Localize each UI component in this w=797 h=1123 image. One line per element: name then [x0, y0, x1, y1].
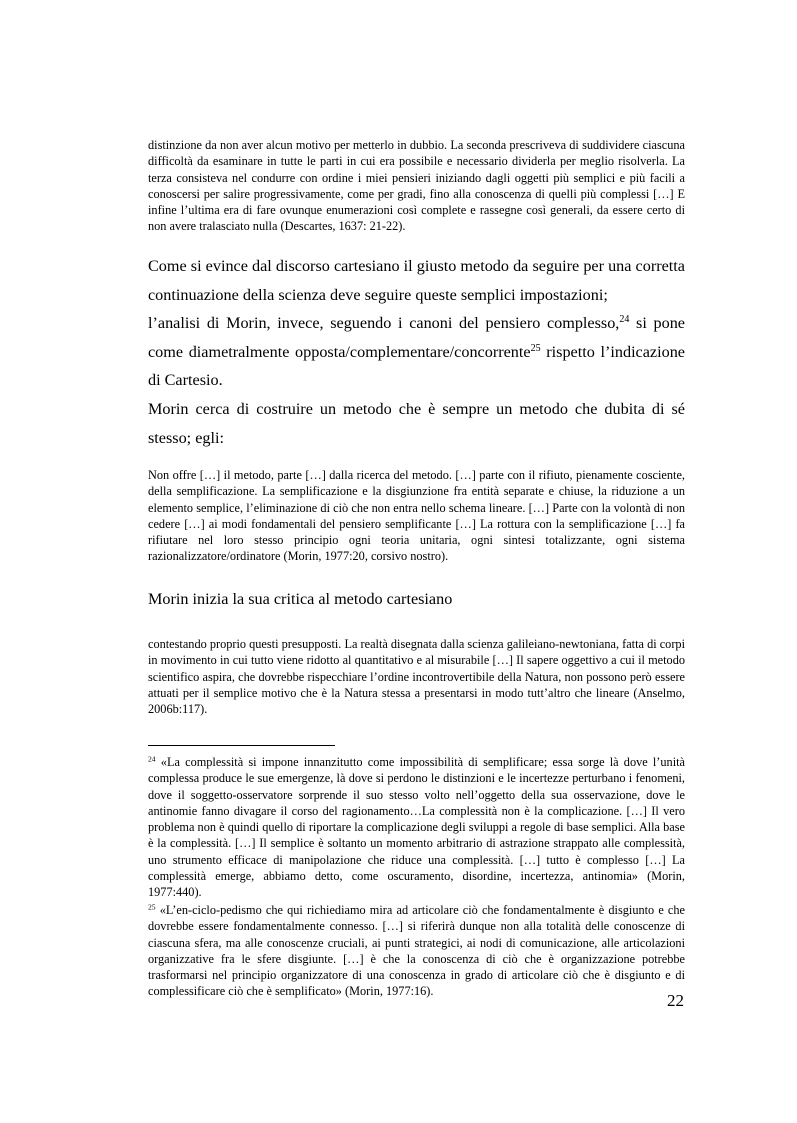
page-number: 22: [667, 991, 684, 1010]
body-paragraph-1: Come si evince dal discorso cartesiano il giusto metodo da seguire per una corretta continuazione della scienza deve seguire queste semplici impostazioni;: [148, 257, 685, 304]
quote-morin: [148, 467, 685, 565]
quote-anselmo: [148, 636, 685, 717]
body-paragraph-4: [148, 585, 685, 614]
quote-anselmo-text: contestando proprio questi presupposti. La realtà disegnata dalla scienza galileiano-newtoniana, fatta di corpi in movimento in cui tutto viene ridotto al quantitativo e al misurabile […] Il sapere oggettivo a cui il metodo scientifico aspira, che dovrebbe rispecchiare l’ordine incontrovertibile della Natura, non possono però essere attuati per il semplice motivo che è la Natura stessa a presentarsi in modo tutt’altro che lineare (Anselmo, 2006b:117).: [148, 637, 685, 717]
body-paragraph-3: Morin cerca di costruire un metodo che è sempre un metodo che dubita di sé stesso; egli:: [148, 399, 685, 447]
footnote-separator: [148, 745, 335, 746]
footnote-25-text: «L’en-ciclo-pedismo che qui richiediamo mira ad articolare ciò che fondamentalmente è disgiunto e che dovrebbe essere fondamentalmente connesso. […] si riferirà dunque non alla totalità delle conoscenze di ciascuna sfera, ma alle conoscenze cruciali, ai punti strategici, ai nodi di comunicazione, alle articolazioni organizzative fra le sfere disgiunte. […] è che la conoscenza di ciò che è organizzazione potrebbe trasformarsi nel principio organizzatore di una conoscenza in grado di articolare ciò che è disgiunto e di complessificare ciò che è semplificato» (Morin, 1977:16).: [148, 903, 685, 999]
footnote-ref-25[interactable]: 25: [530, 342, 541, 354]
footnote-24: [148, 754, 685, 901]
body-paragraph-2-part-1: l’analisi di Morin, invece, seguendo i canoni del pensiero complesso,: [148, 314, 620, 333]
footnote-25-number: 25: [148, 902, 156, 912]
footnote-25: [148, 902, 685, 1000]
body-paragraph-2: [148, 309, 685, 395]
quote-descartes-text: distinzione da non aver alcun motivo per metterlo in dubbio. La seconda prescriveva di suddividere ciascuna difficoltà da esaminare in tutte le parti in cui era possibile e necessario dividerla per meglio risolverla. La terza consisteva nel condurre con ordine i miei pensieri iniziando dagli oggetti più semplici e più facili a conoscersi per salire progressivamente, come per gradi, fino alla conoscenza di quelli più complessi […] E infine l’ultima era di fare ovunque enumerazioni così complete e rassegne così generali, da essere certo di non avere tralasciato nulla (Descartes, 1637: 21-22).: [148, 138, 685, 234]
footnote-24-text: «La complessità si impone innanzitutto come impossibilità di semplificare; essa sorge là dove l’unità complessa produce le sue emergenze, là dove si perdono le distinzioni e le incertezze perturbano i fenomeni, dove il soggetto-osservatore sorprende il suo stesso volto nell’oggetto della sua osservazione, dove le antinomie fanno divagare il corso del ragionamento…La complessità non è la complicazione. […] Il vero problema non è quindi quello di riportare la complicazione degli sviluppi a regole di base semplici. Alla base è la complessità. […] Il semplice è soltanto un momento arbitrario di astrazione strappato alle complessità, uno strumento efficace di manipolazione che riduce una complessità. […] tutto è complesso […] La complessità emerge, abbiamo detto, come oscuramento, disordine, incertezza, antinomia» (Morin, 1977:440).: [148, 755, 685, 900]
quote-morin-text: Non offre […] il metodo, parte […] dalla ricerca del metodo. […] parte con il rifiuto, pienamente cosciente, della semplificazione. La semplificazione e la disgiunzione fra entità separate e chiuse, la riduzione a un elemento semplice, l’eliminazione di ciò che non entra nello schema lineare. […] Parte con la volontà di non cedere […] ai modi fondamentali del pensiero semplificante […] La rottura con la semplificazione […] fa rifiutare nel loro stesso principio ogni teoria unitaria, ogni sintesi totalizzante, ogni sistema razionalizzatore/ordinatore (Morin, 1977:20, corsivo nostro).: [148, 468, 685, 564]
footnote-ref-24[interactable]: 24: [619, 313, 630, 325]
body-paragraph-2-part-2: si pone come diametralmente opposta/complementare/concorrente: [148, 314, 685, 361]
body-paragraph-4-text: Morin inizia la sua critica al metodo cartesiano: [148, 590, 453, 608]
body-paragraph-2-part-3: rispetto l’indicazione di Cartesio.: [148, 342, 685, 390]
quote-descartes: [148, 137, 685, 235]
body-paragraphs: [148, 252, 685, 452]
footnote-24-number: 24: [148, 754, 156, 764]
